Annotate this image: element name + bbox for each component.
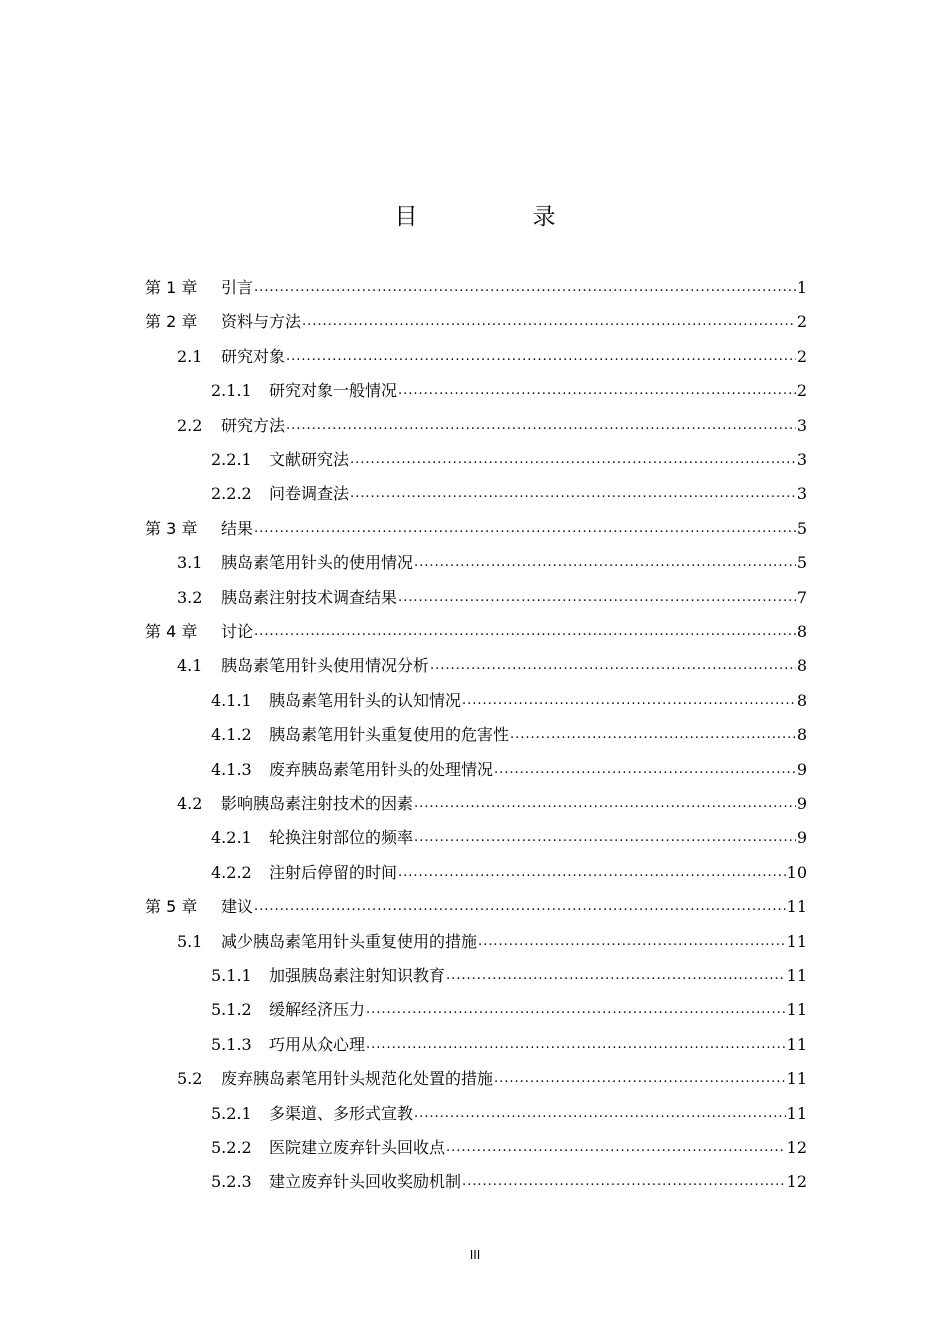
toc-entry-title: 研究对象一般情况 (269, 381, 398, 401)
toc-entry[interactable] (177, 578, 807, 608)
toc-entry[interactable] (177, 1059, 807, 1089)
toc-leader-dots (414, 553, 796, 573)
toc-leader-dots (462, 691, 796, 711)
toc-entry-page: 11 (786, 1069, 807, 1089)
toc-entry-page: 7 (796, 587, 807, 607)
toc-entry-page: 2 (796, 346, 807, 366)
toc-leader-dots (366, 1000, 786, 1020)
toc-entry-page: 11 (786, 1103, 807, 1123)
toc-entry[interactable] (211, 750, 807, 780)
toc-entry[interactable] (177, 646, 807, 676)
toc-entry-page: 11 (786, 966, 807, 985)
toc-entry-page: 8 (796, 725, 807, 745)
toc-leader-dots (286, 416, 796, 436)
toc-leader-dots (254, 519, 796, 539)
toc-leader-dots (494, 1069, 786, 1089)
toc-entry-page: 9 (796, 828, 807, 848)
toc-entry-title: 轮换注射部位的频率 (269, 828, 414, 848)
toc-entry-title: 影响胰岛素注射技术的因素 (221, 794, 414, 813)
toc-entry-number: 4.2 (177, 794, 203, 813)
toc-entry-title: 问卷调查法 (269, 484, 350, 504)
toc-entry-page: 9 (796, 759, 807, 779)
toc-entry-page: 12 (786, 1172, 807, 1192)
toc-leader-dots (302, 312, 796, 332)
toc-entry-page: 5 (796, 518, 807, 538)
page-number-footer: III (469, 1248, 481, 1262)
toc-entry-title: 建立废弃针头回收奖励机制 (269, 1172, 462, 1192)
toc-entry-title: 结果 (221, 518, 254, 538)
toc-leader-dots (494, 760, 796, 780)
toc-leader-dots (414, 794, 796, 814)
toc-leader-dots (398, 381, 796, 401)
toc-entry-number: 3.2 (177, 587, 203, 607)
toc-entry-number: 2.2.2 (211, 484, 252, 504)
toc-entry[interactable] (211, 956, 807, 986)
toc-entry-title: 胰岛素注射技术调查结果 (221, 587, 398, 607)
toc-entry[interactable] (211, 681, 807, 711)
toc-entry[interactable] (145, 509, 807, 539)
toc-entry-number: 第 4 章 (145, 622, 198, 641)
toc-leader-dots (430, 656, 796, 676)
toc-entry-number: 4.1.3 (211, 759, 252, 779)
toc-leader-dots (254, 622, 796, 642)
toc-entry-title: 减少胰岛素笔用针头重复使用的措施 (221, 931, 478, 951)
toc-entry-number: 4.1.2 (211, 725, 252, 745)
toc-entry-page: 12 (786, 1138, 807, 1157)
toc-entry-number: 3.1 (177, 553, 203, 573)
toc-entry-number: 5.2.2 (211, 1138, 252, 1157)
toc-entry-number: 5.1.2 (211, 1000, 252, 1020)
toc-entry[interactable] (177, 922, 807, 952)
toc-leader-dots (446, 1138, 786, 1158)
toc-entry-title: 巧用从众心理 (269, 1034, 366, 1054)
toc-entry[interactable] (211, 440, 807, 470)
toc-entry-page: 2 (796, 381, 807, 401)
toc-entry[interactable] (211, 371, 807, 401)
toc-entry-number: 5.1 (177, 931, 203, 951)
toc-entry[interactable] (145, 612, 807, 642)
toc-entry[interactable] (211, 1162, 807, 1192)
toc-entry[interactable] (211, 474, 807, 504)
toc-entry[interactable] (211, 853, 807, 883)
toc-entry[interactable] (211, 715, 807, 745)
toc-leader-dots (398, 863, 786, 883)
toc-entry[interactable] (145, 887, 807, 917)
toc-entry-number: 5.2.3 (211, 1172, 252, 1192)
toc-entry-page: 8 (796, 622, 807, 641)
toc-entry-page: 11 (786, 931, 807, 951)
toc-entry-number: 第 1 章 (145, 278, 198, 297)
toc-entry-page: 2 (796, 312, 807, 332)
page-title: 目 录 (394, 204, 602, 230)
toc-leader-dots (350, 450, 796, 470)
toc-entry-page: 1 (796, 278, 807, 297)
toc-leader-dots (254, 897, 786, 917)
toc-leader-dots (510, 725, 796, 745)
toc-entry-title: 废弃胰岛素笔用针头规范化处置的措施 (221, 1069, 494, 1089)
toc-entry[interactable] (211, 1094, 807, 1124)
toc-entry-title: 研究对象 (221, 346, 286, 366)
toc-leader-dots (286, 347, 796, 367)
toc-entry-page: 3 (796, 484, 807, 504)
toc-entry-number: 2.2.1 (211, 450, 252, 469)
toc-entry-title: 注射后停留的时间 (269, 862, 398, 882)
toc-entry-title: 多渠道、多形式宣教 (269, 1103, 414, 1123)
toc-entry[interactable] (211, 990, 807, 1020)
toc-entry-number: 第 5 章 (145, 897, 198, 917)
toc-entry[interactable] (177, 784, 807, 814)
toc-entry[interactable] (177, 406, 807, 436)
toc-entry-title: 胰岛素笔用针头使用情况分析 (221, 656, 430, 676)
toc-entry[interactable] (211, 818, 807, 848)
toc-leader-dots (446, 966, 786, 986)
toc-entry-page: 10 (786, 862, 807, 882)
toc-leader-dots (254, 278, 796, 298)
toc-entry-number: 5.2 (177, 1069, 203, 1089)
toc-entry-title: 引言 (221, 278, 254, 297)
toc-entry-number: 4.2.1 (211, 828, 252, 848)
toc-entry[interactable] (145, 302, 807, 332)
toc-entry-page: 9 (796, 794, 807, 813)
toc-entry[interactable] (177, 337, 807, 367)
toc-entry-number: 4.2.2 (211, 862, 252, 882)
toc-entry-page: 8 (796, 690, 807, 710)
toc-entry-number: 2.1 (177, 346, 203, 366)
toc-entry-title: 胰岛素笔用针头的认知情况 (269, 690, 462, 710)
toc-leader-dots (398, 588, 796, 608)
toc-entry-title: 胰岛素笔用针头重复使用的危害性 (269, 725, 510, 745)
toc-entry-number: 2.1.1 (211, 381, 252, 401)
toc-leader-dots (414, 1104, 786, 1124)
toc-entry[interactable] (211, 1025, 807, 1055)
toc-leader-dots (350, 484, 796, 504)
toc-entry-number: 2.2 (177, 415, 203, 435)
toc-entry-page: 11 (786, 1000, 807, 1020)
toc-entry-page: 3 (796, 450, 807, 469)
toc-leader-dots (414, 828, 796, 848)
toc-entry-title: 讨论 (221, 622, 254, 641)
toc-entry[interactable] (177, 543, 807, 573)
toc-entry-title: 文献研究法 (269, 450, 350, 469)
toc-entry-page: 11 (786, 897, 807, 917)
toc-entry-number: 5.1.3 (211, 1034, 252, 1054)
toc-entry-page: 5 (796, 553, 807, 573)
toc-entry-title: 缓解经济压力 (269, 1000, 366, 1020)
toc-entry-number: 第 3 章 (145, 518, 198, 538)
toc-entry-title: 废弃胰岛素笔用针头的处理情况 (269, 759, 494, 779)
toc-entry-number: 4.1 (177, 656, 203, 676)
toc-entry-number: 5.1.1 (211, 966, 252, 985)
toc-entry[interactable] (211, 1128, 807, 1158)
toc-entry-number: 4.1.1 (211, 690, 252, 710)
toc-entry-title: 建议 (221, 897, 254, 917)
toc-entry[interactable] (145, 268, 807, 298)
toc-entry-page: 3 (796, 415, 807, 435)
toc-leader-dots (478, 932, 786, 952)
toc-leader-dots (366, 1035, 786, 1055)
toc-entry-number: 5.2.1 (211, 1103, 252, 1123)
toc-entry-title: 胰岛素笔用针头的使用情况 (221, 553, 414, 573)
toc-entry-title: 研究方法 (221, 415, 286, 435)
toc-entry-title: 加强胰岛素注射知识教育 (269, 966, 446, 985)
toc-entry-page: 8 (796, 656, 807, 676)
toc-entry-title: 资料与方法 (221, 312, 302, 332)
toc-entry-title: 医院建立废弃针头回收点 (269, 1138, 446, 1157)
toc-leader-dots (462, 1172, 786, 1192)
toc-entry-page: 11 (786, 1034, 807, 1054)
toc-entry-number: 第 2 章 (145, 312, 198, 332)
